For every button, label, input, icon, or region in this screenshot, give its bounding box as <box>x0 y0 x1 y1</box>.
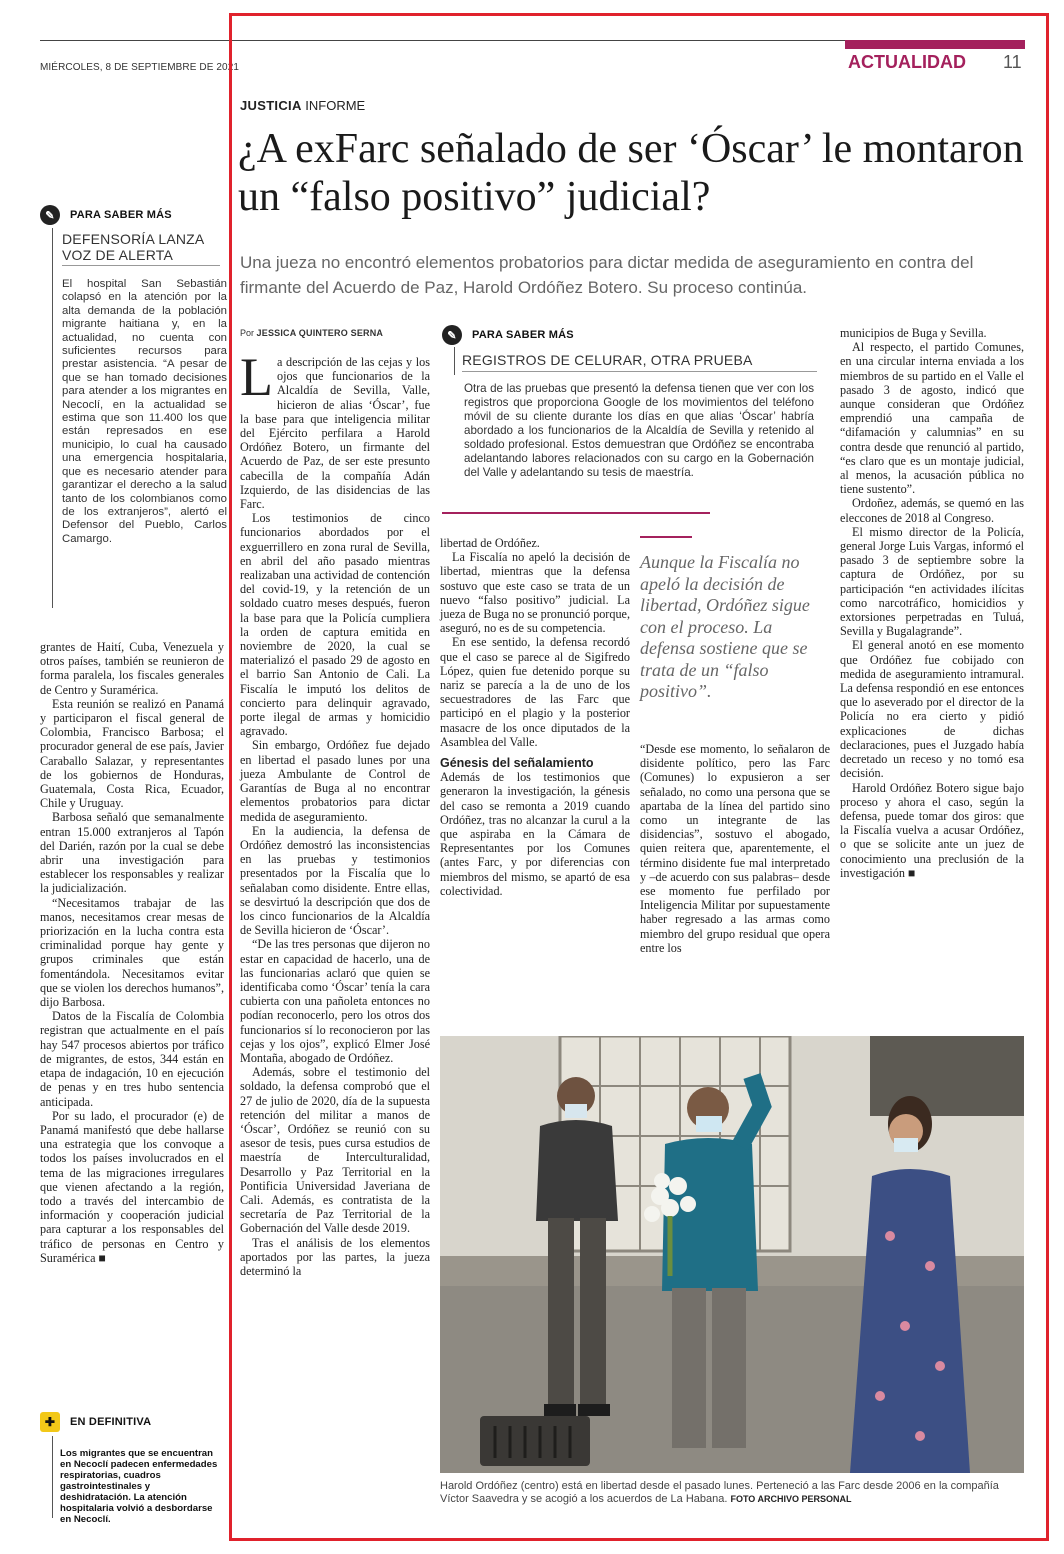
paragraph: Esta reunión se realizó en Panamá y participaron el fiscal general de Colombia, Francisco Barbosa; el procurador general de ese país, Javier Caraballo Salazar, y representantes de los gobiernos de Honduras, Guatemala, Costa Rica, Ecuador, Chile y Uruguay. <box>40 696 224 811</box>
left-box-body: El hospital San Sebastián colapsó en la atención por la alta demanda de la población migrante haitiana y, en la actualidad, no cuenta con suficientes recursos para prestar asistencia. “A pesar de que se han tomado decisiones para atender a los migrantes en Necoclí, en la actualidad se estima que son 11.400 los que están represados en ese municipio, lo cual ha causado una emergencia hospitalaria, que es necesario atender para garantizar el derecho a la salud tanto de los colombianos como de los extranjeros”, alertó el Defensor del Pueblo, Carlos Camargo. <box>62 278 227 545</box>
article-photo <box>440 1036 1024 1473</box>
paragraph: Harold Ordóñez Botero sigue bajo proceso y ahora el caso, según la defensa, puede tomar dos giros: que la Fiscalía vuelva a acusar Ordóñez, o que se solicite ante un juez de conocimiento una preclusión de la investigación ■ <box>840 780 1024 880</box>
article-column-2 <box>440 536 630 898</box>
paragraph: “De las tres personas que dijeron no estar en capacidad de hacerlo, una de las funcionarias aclaró que quien se identificaba como ‘Óscar’ tenía la cara cubierta con una pañoleta entonces no podían reconocerlo, pero los otros dos funcionarios sí lo reconocieron por las cejas y los ojos”, explicó Elmer José Montaña, abogado de Ordóñez. <box>240 937 430 1065</box>
pull-quote-rule <box>640 536 692 538</box>
paragraph: En la audiencia, la defensa de Ordóñez demostró las inconsistencias en las pruebas y testimonios presentados por la Fiscalía que lo señalaban como disidente. Entre ellas, se desvirtuó la descripción que dos de los cinco funcionarios de la Alcaldía de Sevilla hicieron de ‘Óscar’. <box>240 823 430 938</box>
summary-body: Los migrantes que se encuentran en Necoclí padecen enfermedades respiratorias, cuadros gastrointestinales y deshidratación. La atención hospitalaria volvió a desbordarse en Necoclí. <box>60 1448 218 1525</box>
byline-author: JESSICA QUINTERO SERNA <box>256 328 384 338</box>
checker-icon: ✚ <box>40 1412 60 1432</box>
headline: ¿A exFarc señalado de ser ‘Óscar’ le montaron un “falso positivo” judicial? <box>238 126 1024 220</box>
paragraph: Al respecto, el partido Comunes, en una circular interna enviada a los miembros de su partido en el Valle el pasado 3 de agosto, indicó que aunque consideran que Ordóñez emprendió una campaña de “difamación y calumnias” en su contra desde que renunció al partido, “es claro que es un montaje judicial, al menos, la acusación pública no tiene sustento”. <box>840 340 1024 497</box>
lead-paragraph <box>240 347 430 512</box>
summary-header <box>40 1412 220 1432</box>
summary-rule <box>52 1436 53 1518</box>
center-box-body: Otra de las pruebas que presentó la defensa tienen que ver con los registros que proporciona Google de los movimientos del teléfono móvil de su cliente durante los días en que alias ‘Óscar’ habría abordado a los funcionarios de la Alcaldía de Sevilla y retenido al soldado profesional. Estos demuestran que Ordóñez se encontraba adelantando labores relacionados con su cargo en la Gobernación del Valle y adelantando su tesis de maestría. <box>464 382 814 479</box>
byline <box>240 328 383 338</box>
paragraph: Datos de la Fiscalía de Colombia registran que actualmente en el país hay 547 procesos abiertos por tráfico de migrantes, de estos, 344 están en etapa de indagación, 10 en ejecución de penas y en tres hubo sentencia anticipada. <box>40 1009 224 1109</box>
page-date: MIÉRCOLES, 8 DE SEPTIEMBRE DE 2021 <box>40 62 240 73</box>
paragraph: grantes de Haití, Cuba, Venezuela y otros países, también se reunieron de forma paralela, los fiscales generales de Centro y Suramérica. <box>40 640 224 697</box>
summary-label: EN DEFINITIVA <box>70 1416 152 1428</box>
kicker <box>240 98 365 113</box>
pull-quote: Aunque la Fiscalía no apeló la decisión de libertad, Ordóñez sigue con el proceso. La defensa sostiene que se trata de un “falso positivo”. <box>640 552 810 701</box>
article-column-4 <box>840 326 1024 880</box>
drop-cap: L <box>240 347 273 407</box>
left-column <box>40 640 224 1265</box>
paragraph: Sin embargo, Ordóñez fue dejado en libertad el pasado lunes por una jueza Ambulante de Control de Garantías de Buga al no encontrar elementos probatorios para dictar medida de aseguramiento. <box>240 738 430 824</box>
paragraph: “Necesitamos trabajar de las manos, necesitamos crear mesas de priorización en la lucha contra esta criminalidad porque hay gente y grupos criminales que están fomentándola. Necesitamos evitar que se violen los derechos humanos”, dijo Barbosa. <box>40 895 224 1010</box>
photo-caption <box>440 1480 1024 1506</box>
left-box-rule <box>52 228 53 608</box>
paragraph: Además de los testimonios que generaron la investigación, la génesis del caso se remonta a 2019 cuando Ordóñez, tras no alcanzar la curul a la que aspiraba en la Cámara de Representantes por los Comunes (antes Farc, y por diferencias con miembros del mismo, se apartó de esa colectividad. <box>440 770 630 898</box>
paragraph: Además, sobre el testimonio del soldado, la defensa comprobó que el 27 de julio de 2020, día de la supuesta retención del militar a manos de ‘Óscar’, Ordóñez se reunió con su asesor de tesis, pues cursa estudios de maestría de Interculturalidad, Desarrollo y Paz Territorial en la Pontificia Universidad Javeriana de Cali. Además, es contratista de la secretaría de Paz Territorial de la Gobernación del Valle desde 2019. <box>240 1065 430 1236</box>
article-column-1 <box>240 347 430 1278</box>
subheading: Génesis del señalamiento <box>440 756 594 771</box>
paragraph: Ordoñez, además, se quemó en las eleccones de 2018 al Congreso. <box>840 496 1024 525</box>
left-box-label: PARA SABER MÁS <box>70 209 172 221</box>
center-box-header <box>442 325 832 345</box>
summary-box <box>40 1412 220 1525</box>
left-info-box <box>40 205 227 546</box>
paragraph: En ese sentido, la defensa recordó que el caso se parece al de Sigifredo López, quien fue detenido porque su nariz se parecía a la de uno de los secuestradores de las Farc que participó en el plagio y la posterior masacre de los once diputados de la Asamblea del Valle. <box>440 635 630 749</box>
center-box-rule <box>454 347 455 375</box>
paragraph: La Fiscalía no apeló la decisión de libertad, mientras que la defensa sostuvo que este caso se trata de un nuevo “falso positivo” judicial. La jueza de Buga no se pronunció porque, aseguró, no es de su competencia. <box>440 550 630 636</box>
paragraph: municipios de Buga y Sevilla. <box>840 326 987 340</box>
page-number: 11 <box>1003 52 1022 72</box>
center-box-title: REGISTROS DE CELURAR, OTRA PRUEBA <box>462 351 817 372</box>
paragraph: Tras el análisis de los elementos aportados por las partes, la jueza determinó la <box>240 1235 430 1278</box>
article-column-3 <box>640 742 830 955</box>
photo-credit: FOTO ARCHIVO PERSONAL <box>730 1494 852 1504</box>
center-box-label: PARA SABER MÁS <box>472 329 574 341</box>
lead-text: a descripción de las cejas y los ojos que funcionarios de la Alcaldía de Sevilla, Valle, hicieron de alias ‘Óscar’, fue la base para que inteligencia militar del Ejército perfilara a Harold Ordóñez Botero, un firmante del Acuerdo de Paz, de ser este presunto cabecilla de la compañía Adán Izquierdo, de las disidencias de las Farc. <box>240 355 430 512</box>
left-box-header <box>40 205 220 225</box>
paragraph: Los testimonios de cinco funcionarios abordados por el exguerrillero en zona rural de Sevilla, en abril del año pasado mientras realizaban una actividad de contención del covid-19, y la retención de un soldado cuatro meses después, fueron la base para que la Policía cumpliera la orden de captura emitida en noviembre de 2020, la cual se materializó el pasado 29 de agosto en el barrio San Antonio de Cali. La Fiscalía le imputó los delitos de concierto para delinquir agravado, porte ilegal de armas y homicidio agravado. <box>240 511 430 739</box>
center-info-box <box>442 325 832 480</box>
photo-illustration <box>440 1036 1024 1473</box>
kicker-sub: INFORME <box>305 98 366 113</box>
paragraph: Por su lado, el procurador (e) de Panamá manifestó que debe hallarse una estrategia que los convoque a todos los países involucrados en el tema de las migraciones irregulares que vienen afectando a la región, todo a través del intercambio de información y cooperación judicial para capturar a los responsables del tráfico de personas en Centro y Suramérica ■ <box>40 1108 224 1265</box>
pin-icon: ✎ <box>40 205 60 225</box>
byline-prefix: Por <box>240 328 255 338</box>
pin-icon: ✎ <box>442 325 462 345</box>
caption-text: Harold Ordóñez (centro) está en libertad desde el pasado lunes. Perteneció a las Farc desde 2006 en la compañía Víctor Saavedra y se acogió a los acuerdos de La Habana. <box>440 1480 999 1505</box>
paragraph: El mismo director de la Policía, general Jorge Luis Vargas, informó el pasado 3 de septiembre sobre la captura de Ordóñez, por su participación “en actividades ilícitas como narcotráfico, homicidios y extorsiones perpetradas en Tuluá, Sevilla y Bugalagrande”. <box>840 524 1024 639</box>
paragraph: El general anotó en ese momento que Ordóñez fue cobijado con medida de aseguramiento intramural. La defensa respondió en ese entonces que lo aseverado por el director de la Policía no era cierto y pidió explicaciones de dichas declaraciones, pues el Juzgado había decretado un receso y no tomó esa decisión. <box>840 638 1024 781</box>
kicker-main: JUSTICIA <box>240 98 302 113</box>
deck: Una jueza no encontró elementos probatorios para dictar medida de aseguramiento en contra del firmante del Acuerdo de Paz, Harold Ordóñez Botero. Su proceso continúa. <box>240 253 974 297</box>
center-box-accent-rule <box>442 512 710 514</box>
paragraph: “Desde ese momento, lo señalaron de disidente político, pero las Farc (Comunes) lo expusieron a ser señalado, no como una persona que se apartaba de la línea del partido sino como un integrante de las disidencias”, sostuvo el abogado, quien reitera que, aparentemente, el término disidente fue mal interpretado y –de acuerdo con sus palabras– desde ese momento fue perfilado por Inteligencia Militar por supuestamente haber regresado a las armas como miembro del grupo residual que opera entre los <box>640 742 830 955</box>
left-box-title: DEFENSORÍA LANZA VOZ DE ALERTA <box>62 231 220 266</box>
paragraph: Barbosa señaló que semanalmente entran 15.000 extranjeros al Tapón del Darién, razón por la cual se debe abrir una investigación para establecer los responsables y realizar la judicialización. <box>40 810 224 896</box>
section-label: ACTUALIDAD <box>848 52 966 72</box>
paragraph: libertad de Ordóñez. <box>440 536 540 550</box>
